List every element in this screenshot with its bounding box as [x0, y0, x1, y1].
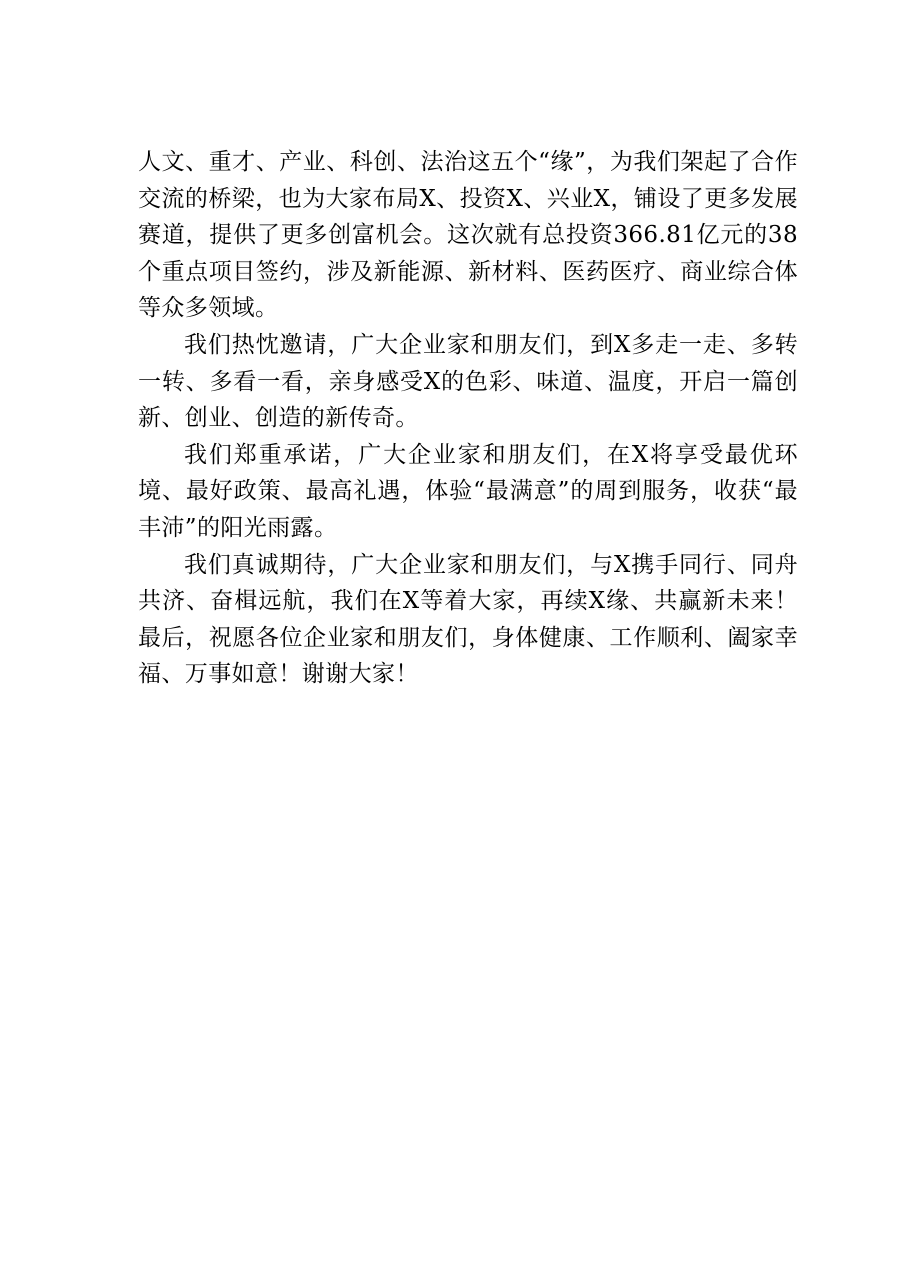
document-body [138, 144, 798, 693]
paragraph-2: 我们热忱邀请，广大企业家和朋友们，到X多走一走、多转一转、多看一看，亲身感受X的色彩、味道、温度，开启一篇创新、创业、创造的新传奇。 [138, 331, 798, 432]
paragraph-1: 人文、重才、产业、科创、法治这五个“缘”，为我们架起了合作交流的桥梁，也为大家布局X、投资X、兴业X，铺设了更多发展赛道，提供了更多创富机会。这次就有总投资366.81亿元的38个重点项目签约，涉及新能源、新材料、医药医疗、商业综合体等众多领域。 [138, 149, 798, 322]
paragraph-4: 我们真诚期待，广大企业家和朋友们，与X携手同行、同舟共济、奋楫远航，我们在X等着大家，再续X缘、共赢新未来！最后，祝愿各位企业家和朋友们，身体健康、工作顺利、阖家幸福、万事如意！谢谢大家！ [138, 551, 798, 688]
paragraph-3: 我们郑重承诺，广大企业家和朋友们，在X将享受最优环境、最好政策、最高礼遇，体验“最满意”的周到服务，收获“最丰沛”的阳光雨露。 [138, 441, 798, 541]
